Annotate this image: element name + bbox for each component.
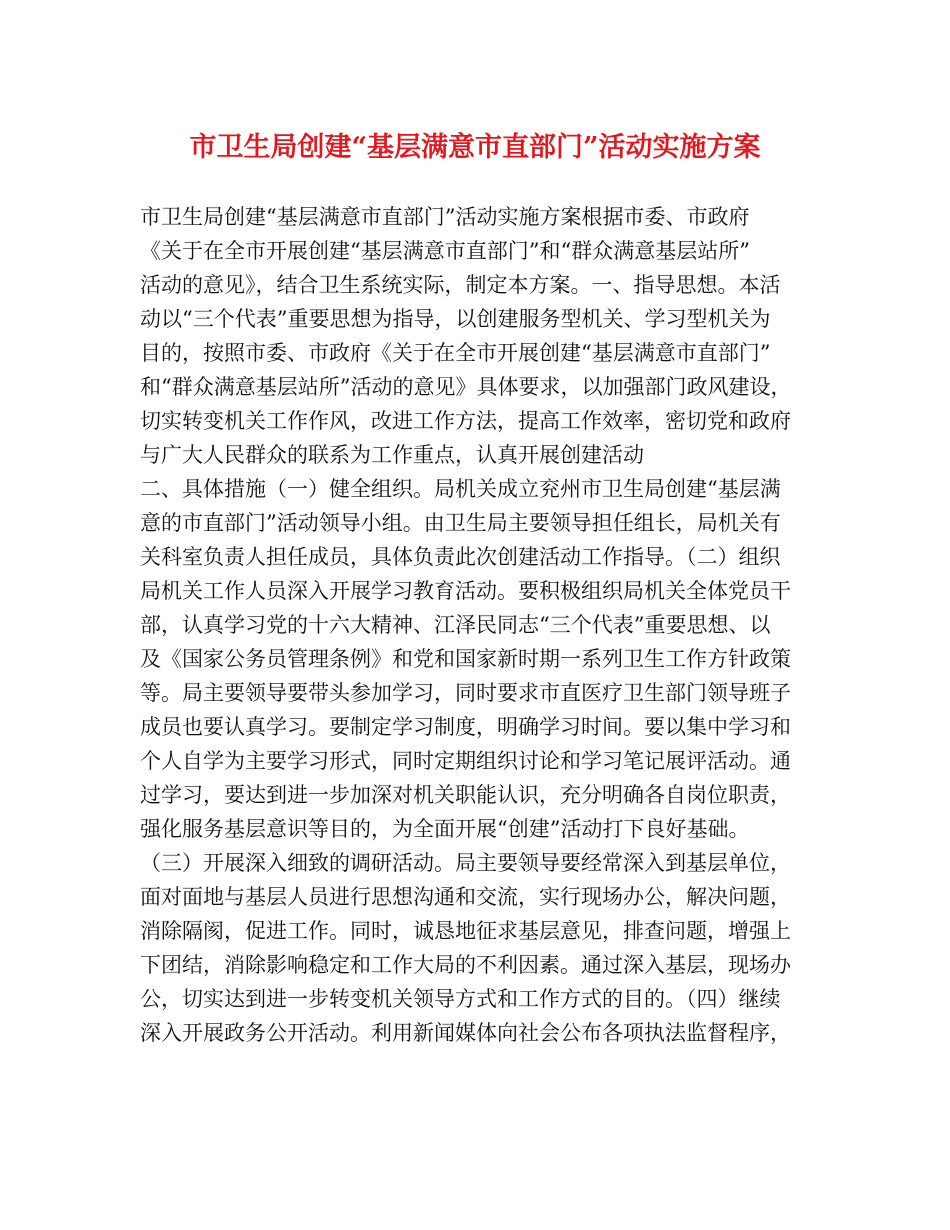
body-text-line: （三）开展深入细致的调研活动。局主要领导要经常深入到基层单位， bbox=[140, 851, 791, 875]
document-body bbox=[140, 200, 830, 1050]
body-text-line: 活动的意见》，结合卫生系统实际，制定本方案。一、指导思想。本活 bbox=[140, 273, 781, 297]
body-text-line: 及《国家公务员管理条例》和党和国家新时期一系列卫生工作方针政策 bbox=[140, 647, 791, 671]
body-text-line: 消除隔阂，促进工作。同时，诚恳地征求基层意见，排查问题，增强上 bbox=[140, 919, 791, 943]
body-text-line: 面对面地与基层人员进行思想沟通和交流，实行现场办公，解决问题， bbox=[140, 885, 791, 909]
body-text-line: 意的市直部门”活动领导小组。由卫生局主要领导担任组长，局机关有 bbox=[140, 511, 781, 535]
body-text-line: 个人自学为主要学习形式，同时定期组织讨论和学习笔记展评活动。通 bbox=[140, 749, 791, 773]
body-text-line: 公，切实达到进一步转变机关领导方式和工作方式的目的。（四）继续 bbox=[140, 987, 781, 1011]
body-text-line: 等。局主要领导要带头参加学习，同时要求市直医疗卫生部门领导班子 bbox=[140, 681, 791, 705]
body-text-line: 动以“三个代表”重要思想为指导，以创建服务型机关、学习型机关为 bbox=[140, 307, 771, 331]
body-text-line: 和“群众满意基层站所”活动的意见》具体要求，以加强部门政风建设， bbox=[140, 375, 792, 399]
body-text-line: 切实转变机关工作作风，改进工作方法，提高工作效率，密切党和政府 bbox=[140, 409, 791, 433]
body-text-line: 《关于在全市开展创建“基层满意市直部门”和“群众满意基层站所” bbox=[140, 239, 750, 263]
body-text-line: 过学习，要达到进一步加深对机关职能认识，充分明确各自岗位职责， bbox=[140, 783, 791, 807]
body-text-line: 关科室负责人担任成员，具体负责此次创建活动工作指导。（二）组织 bbox=[140, 545, 781, 569]
body-text-line: 目的，按照市委、市政府《关于在全市开展创建“基层满意市直部门” bbox=[140, 341, 771, 365]
body-text-line: 强化服务基层意识等目的，为全面开展“创建”活动打下良好基础。 bbox=[140, 817, 750, 841]
body-text-line: 深入开展政务公开活动。利用新闻媒体向社会公布各项执法监督程序， bbox=[140, 1021, 791, 1045]
body-text-line: 与广大人民群众的联系为工作重点，认真开展创建活动 bbox=[140, 443, 644, 467]
body-text-line: 市卫生局创建“基层满意市直部门”活动实施方案根据市委、市政府 bbox=[140, 205, 750, 229]
body-text-line: 成员也要认真学习。要制定学习制度，明确学习时间。要以集中学习和 bbox=[140, 715, 791, 739]
document-title: 市卫生局创建“基层满意市直部门”活动实施方案 bbox=[189, 132, 761, 163]
body-text-line: 部，认真学习党的十六大精神、江泽民同志“三个代表”重要思想、以 bbox=[140, 613, 771, 637]
body-text-line: 局机关工作人员深入开展学习教育活动。要积极组织局机关全体党员干 bbox=[140, 579, 791, 603]
body-text-line: 二、具体措施（一）健全组织。局机关成立兖州市卫生局创建“基层满 bbox=[140, 477, 781, 501]
body-text-line: 下团结，消除影响稳定和工作大局的不利因素。通过深入基层，现场办 bbox=[140, 953, 791, 977]
